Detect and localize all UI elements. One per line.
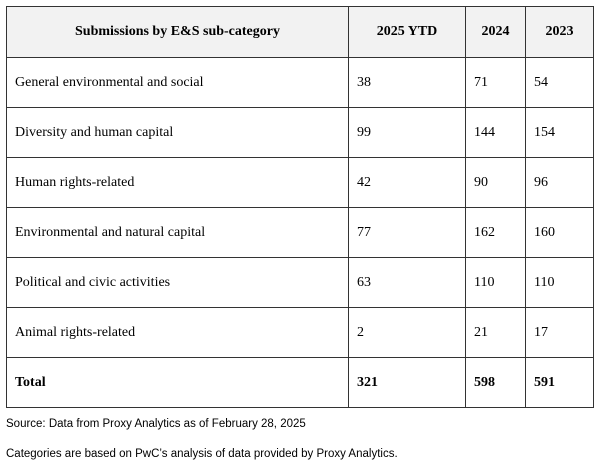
cell-2023: 96 [526, 158, 594, 208]
row-label: Political and civic activities [7, 258, 349, 308]
table-row [7, 108, 594, 158]
cell-2025-ytd: 42 [349, 158, 466, 208]
row-label: Diversity and human capital [7, 108, 349, 158]
cell-2024: 71 [466, 58, 526, 108]
cell-2024: 90 [466, 158, 526, 208]
total-2023: 591 [526, 358, 594, 408]
header-2023: 2023 [526, 7, 594, 58]
cell-2025-ytd: 2 [349, 308, 466, 358]
header-category: Submissions by E&S sub-category [7, 7, 349, 58]
cell-2024: 21 [466, 308, 526, 358]
cell-2025-ytd: 38 [349, 58, 466, 108]
row-label: Animal rights-related [7, 308, 349, 358]
header-2024: 2024 [466, 7, 526, 58]
total-row [7, 358, 594, 408]
cell-2024: 110 [466, 258, 526, 308]
cell-2024: 162 [466, 208, 526, 258]
table-row [7, 58, 594, 108]
row-label: General environmental and social [7, 58, 349, 108]
header-2025-ytd: 2025 YTD [349, 7, 466, 58]
cell-2023: 17 [526, 308, 594, 358]
submissions-table [6, 6, 594, 408]
cell-2025-ytd: 77 [349, 208, 466, 258]
cell-2023: 54 [526, 58, 594, 108]
cell-2024: 144 [466, 108, 526, 158]
cell-2023: 154 [526, 108, 594, 158]
total-2025-ytd: 321 [349, 358, 466, 408]
cell-2025-ytd: 99 [349, 108, 466, 158]
table-row [7, 208, 594, 258]
cell-2023: 110 [526, 258, 594, 308]
cell-2025-ytd: 63 [349, 258, 466, 308]
row-label: Human rights-related [7, 158, 349, 208]
row-label: Environmental and natural capital [7, 208, 349, 258]
table-header-row [7, 7, 594, 58]
table-row [7, 258, 594, 308]
source-note: Source: Data from Proxy Analytics as of February 28, 2025 [6, 418, 306, 430]
submissions-table-container [6, 6, 593, 408]
categories-note: Categories are based on PwC’s analysis of data provided by Proxy Analytics. [6, 448, 398, 460]
total-2024: 598 [466, 358, 526, 408]
cell-2023: 160 [526, 208, 594, 258]
table-row [7, 308, 594, 358]
table-row [7, 158, 594, 208]
total-label: Total [7, 358, 349, 408]
